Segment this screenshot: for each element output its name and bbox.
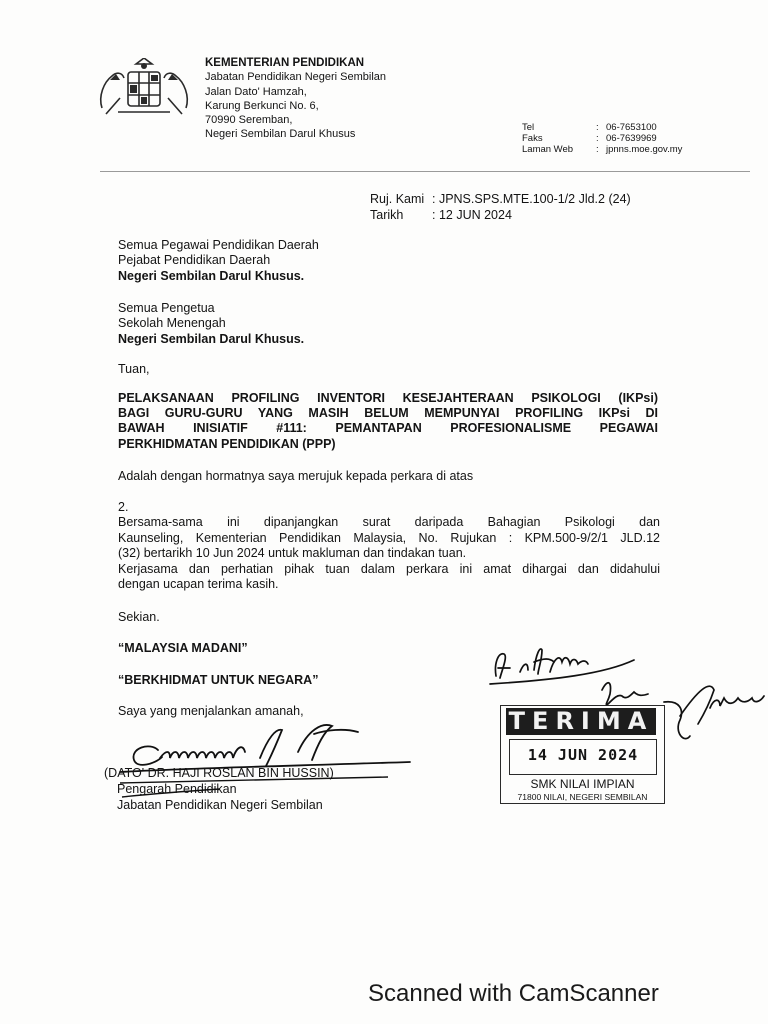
salutation: Tuan, — [118, 362, 150, 376]
contact-value: 06-7653100 — [606, 122, 657, 133]
paragraph-1: Adalah dengan hormatnya saya merujuk kepada perkara di atas — [118, 469, 474, 483]
contact-label: Faks — [522, 133, 543, 144]
stamp-date: 14 JUN 2024 — [527, 746, 639, 764]
subject-line: PERKHIDMATAN PENDIDIKAN (PPP) — [118, 436, 336, 451]
recipient-block — [118, 238, 319, 284]
motto-berkhidmat: “BERKHIDMAT UNTUK NEGARA” — [118, 673, 319, 687]
recipient-line: Semua Pengetua — [118, 301, 215, 315]
letter-subject — [118, 391, 658, 452]
signatory-name: (DATO' DR. HAJI ROSLAN BIN HUSSIN) — [104, 766, 334, 780]
signatory-department: Jabatan Pendidikan Negeri Sembilan — [117, 798, 323, 812]
recipient-line: Sekolah Menengah — [118, 316, 226, 331]
contact-value: jpnns.moe.gov.my — [606, 144, 683, 155]
contact-label: Laman Web — [522, 144, 574, 155]
tarikh-label: Tarikh — [370, 207, 404, 222]
handwritten-annotation — [484, 640, 768, 760]
paragraph-line: Kaunseling, Kementerian Pendidikan Malaysia, No. Rujukan : KPM.500-9/2/1 JLD.12 — [118, 530, 660, 545]
paragraph-line: Kerjasama dan perhatian pihak tuan dalam perkara ini amat dihargai dan didahului — [118, 562, 660, 576]
motto-malaysia-madani: “MALAYSIA MADANI” — [118, 641, 248, 655]
recipient-line: Semua Pegawai Pendidikan Daerah — [118, 238, 319, 252]
address-line: Jabatan Pendidikan Negeri Sembilan — [205, 71, 387, 84]
paragraph-number: 2. — [118, 500, 129, 514]
tarikh-value: : 12 JUN 2024 — [432, 207, 512, 222]
recipient-block — [118, 301, 304, 347]
stamp-heading: TERIMA — [506, 708, 656, 735]
paragraph-line: (32) bertarikh 10 Jun 2024 untuk makluman dan tindakan tuan. — [118, 546, 467, 561]
paragraph-line: dengan ucapan terima kasih. — [118, 577, 279, 592]
reference-block — [370, 192, 631, 223]
contact-value: 06-7639969 — [606, 133, 657, 144]
paragraph-3 — [118, 562, 660, 593]
camscanner-footer: Scanned with CamScanner — [368, 980, 659, 1007]
subject-line: BAGI GURU-GURU YANG MASIH BELUM MEMPUNYAI PROFILING IKPsi DI — [118, 406, 658, 421]
contact-label: Tel — [522, 122, 535, 133]
address-line: Negeri Sembilan Darul Khusus — [205, 128, 356, 141]
ministry-address-block — [205, 56, 386, 142]
paragraph-line: Bersama-sama ini dipanjangkan surat daripada Bahagian Psikologi dan — [118, 515, 660, 530]
header-divider — [100, 171, 750, 172]
recipient-state: Negeri Sembilan Darul Khusus. — [118, 331, 305, 346]
signature-strike-strokes — [120, 775, 390, 803]
address-line: 70990 Seremban, — [205, 114, 293, 127]
contact-block — [522, 122, 682, 155]
subject-line: BAWAH INISIATIF #111: PEMANTAPAN PROFESIONALISME PEGAWAI — [118, 421, 658, 436]
stamp-address: 71800 NILAI, NEGERI SEMBILAN — [517, 792, 648, 802]
stamp-school: SMK NILAI IMPIAN — [530, 777, 635, 791]
recipient-state: Negeri Sembilan Darul Khusus. — [118, 268, 305, 283]
contact-separator: : — [596, 144, 599, 155]
ministry-name: KEMENTERIAN PENDIDIKAN — [205, 57, 365, 69]
ruj-value: : JPNS.SPS.MTE.100-1/2 Jld.2 (24) — [432, 192, 631, 206]
signatory-position: Pengarah Pendidikan — [117, 782, 237, 796]
subject-line: PELAKSANAAN PROFILING INVENTORI KESEJAHTERAAN PSIKOLOGI (IKPsi) — [118, 391, 658, 405]
closing-amanah: Saya yang menjalankan amanah, — [118, 704, 304, 718]
paragraph-2 — [118, 500, 660, 562]
malaysia-coat-of-arms-icon — [94, 58, 194, 122]
address-line: Jalan Dato' Hamzah, — [205, 85, 307, 98]
contact-separator: : — [596, 133, 599, 144]
contact-separator: : — [596, 122, 599, 133]
recipient-line: Pejabat Pendidikan Daerah — [118, 253, 271, 268]
ruj-label: Ruj. Kami — [370, 192, 425, 206]
address-line: Karung Berkunci No. 6, — [205, 99, 319, 112]
closing-sekian: Sekian. — [118, 610, 160, 624]
